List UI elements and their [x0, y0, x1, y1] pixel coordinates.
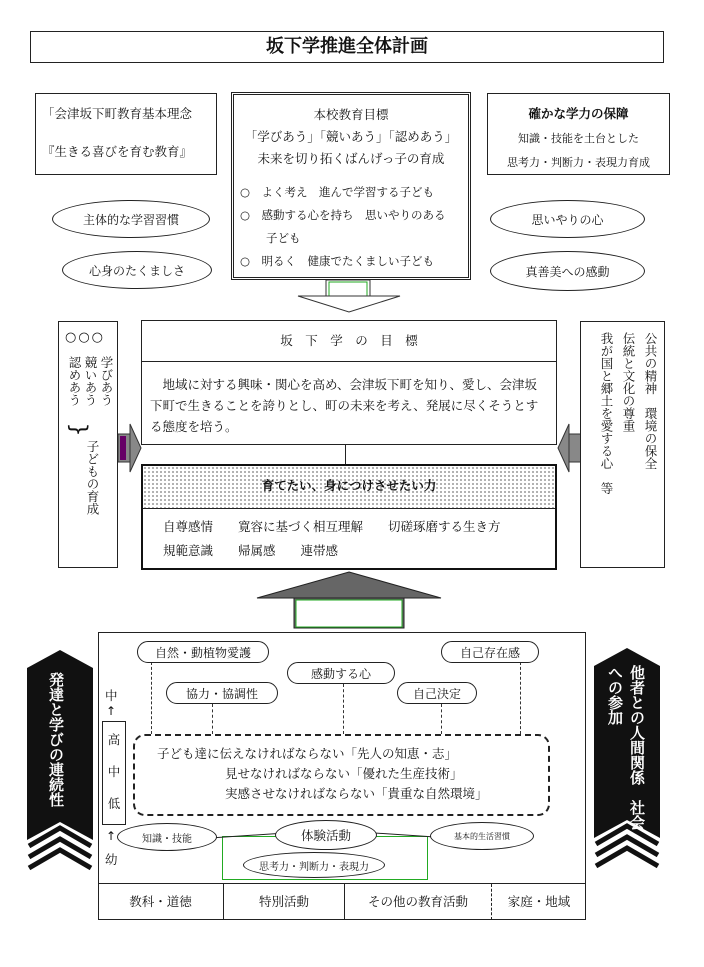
grade-up-arrow: ↑ — [106, 704, 117, 718]
footer-home-community: 家庭・地域 — [507, 894, 571, 909]
academic-box — [487, 93, 670, 175]
wisdom-line1: 子ども達に伝えなければならない「先人の知恵・志」 — [157, 746, 458, 761]
ellipse-truth-beauty: 真善美への感動 — [490, 251, 645, 291]
pill-cooperation: 協力・協調性 — [166, 682, 278, 704]
school-goal-heading: 本校教育目標 — [313, 107, 389, 122]
left-col-mitomeau: 認めあう — [67, 356, 82, 406]
right-col-homeland: 我が国と郷土を愛する心 等 — [599, 332, 614, 495]
abilities-heading: 育てたい、身につけさせたい力 — [143, 466, 555, 509]
left-panel-arrow-icon — [118, 418, 142, 478]
academic-line2: 思考力・判断力・表現力育成 — [507, 156, 650, 169]
oval-habits: 基本的生活習慣 — [430, 822, 534, 850]
school-goal-item: 子ども — [266, 231, 301, 245]
school-goal-item: ○ 感動する心を持ち 思いやりのある — [240, 208, 446, 222]
up-arrow-icon — [254, 570, 444, 630]
school-goal-box — [231, 92, 471, 280]
oval-experience: 体験活動 — [275, 820, 377, 850]
pill-nature: 自然・動植物愛護 — [137, 641, 269, 663]
grade-up-arrow: ↑ — [106, 829, 117, 843]
connector-line — [345, 445, 346, 465]
wisdom-line3: 実感させなければならない「貴重な自然環境」 — [225, 786, 488, 801]
dashed-line — [343, 684, 344, 734]
brace-icon: } — [65, 422, 91, 437]
grade-mid: 中 — [107, 764, 121, 779]
footer-special-activities: 特別活動 — [224, 884, 345, 920]
right-panel — [580, 321, 665, 568]
abilities-box — [141, 464, 557, 570]
dashed-line — [212, 704, 213, 734]
wisdom-line2: 見せなければならない「優れた生産技術」 — [225, 766, 463, 781]
abilities-row1: 自尊感情 寛容に基づく相互理解 切磋琢磨する生き方 — [163, 519, 501, 534]
sakashita-goal-box — [141, 320, 557, 445]
right-col-public: 公共の精神 環境の保全 — [643, 332, 658, 470]
left-banner-text: 発達と学びの連続性 — [47, 672, 65, 807]
down-arrow-icon — [296, 280, 406, 314]
right-banner-text: 他者との人間関係 社会への参加 — [606, 665, 646, 830]
philosophy-line2: 『生きる喜びを育む教育』 — [42, 144, 193, 159]
dashed-line — [151, 662, 152, 734]
pill-self-decision: 自己決定 — [397, 682, 477, 704]
ellipse-learning-habits: 主体的な学習習慣 — [52, 200, 210, 238]
left-panel — [58, 321, 118, 568]
school-goal-item: ○ 明るく 健康でたくましい子ども — [240, 254, 435, 268]
school-goal-vision: 未来を切り拓くばんげっ子の育成 — [257, 151, 445, 166]
grade-high: 高 — [107, 732, 121, 747]
footer-subjects: 教科・道徳 — [98, 884, 224, 920]
school-goal-item: ○ よく考え 進んで学習する子ども — [240, 185, 435, 199]
left-col-kisoiau: 競いあう — [83, 356, 98, 406]
dashed-line — [441, 704, 442, 734]
pill-self-existence: 自己存在感 — [441, 641, 539, 663]
footer-other-activities: その他の教育活動 — [345, 884, 492, 920]
sakashita-goal-heading: 坂 下 学 の 目 標 — [142, 321, 556, 362]
dashed-line — [520, 662, 521, 734]
grade-middle-school: 中 — [105, 688, 118, 703]
grade-column — [102, 721, 126, 825]
left-col-child-growth: 子どもの育成 — [85, 440, 100, 515]
grade-kinder: 幼 — [105, 852, 118, 867]
pill-moved: 感動する心 — [287, 662, 395, 684]
page-title: 坂下学推進全体計画 — [30, 31, 664, 63]
oval-thinking: 思考力・判断力・表現力 — [243, 852, 385, 878]
wisdom-box — [133, 734, 550, 816]
footer-row — [98, 883, 586, 920]
left-col-manabiau: 学びあう — [99, 356, 114, 406]
right-panel-arrow-icon — [557, 418, 581, 478]
academic-line1: 知識・技能を土台とした — [518, 132, 639, 145]
oval-knowledge: 知識・技能 — [117, 823, 217, 851]
right-col-tradition: 伝統と文化の尊重 — [621, 332, 636, 432]
ellipse-resilience: 心身のたくましさ — [62, 251, 212, 289]
circles-label: ○○○ — [65, 330, 106, 345]
school-goal-slogan: 「学びあう」「競いあう」「認めあう」 — [244, 129, 458, 144]
grade-low: 低 — [107, 796, 121, 811]
philosophy-box — [35, 93, 217, 175]
sakashita-goal-text: 地域に対する興味・関心を高め、会津坂下町を知り、愛し、会津坂下町で生きることを誇りとし、町の未来を考え、発展に尽くそうとする態度を培う。 — [150, 377, 539, 434]
ellipse-compassion: 思いやりの心 — [490, 200, 645, 238]
school-goal-list — [240, 181, 462, 273]
academic-heading: 確かな学力の保障 — [528, 106, 629, 121]
philosophy-line1: 「会津坂下町教育基本理念 — [42, 106, 193, 121]
abilities-row2: 規範意識 帰属感 連帯感 — [163, 543, 339, 558]
